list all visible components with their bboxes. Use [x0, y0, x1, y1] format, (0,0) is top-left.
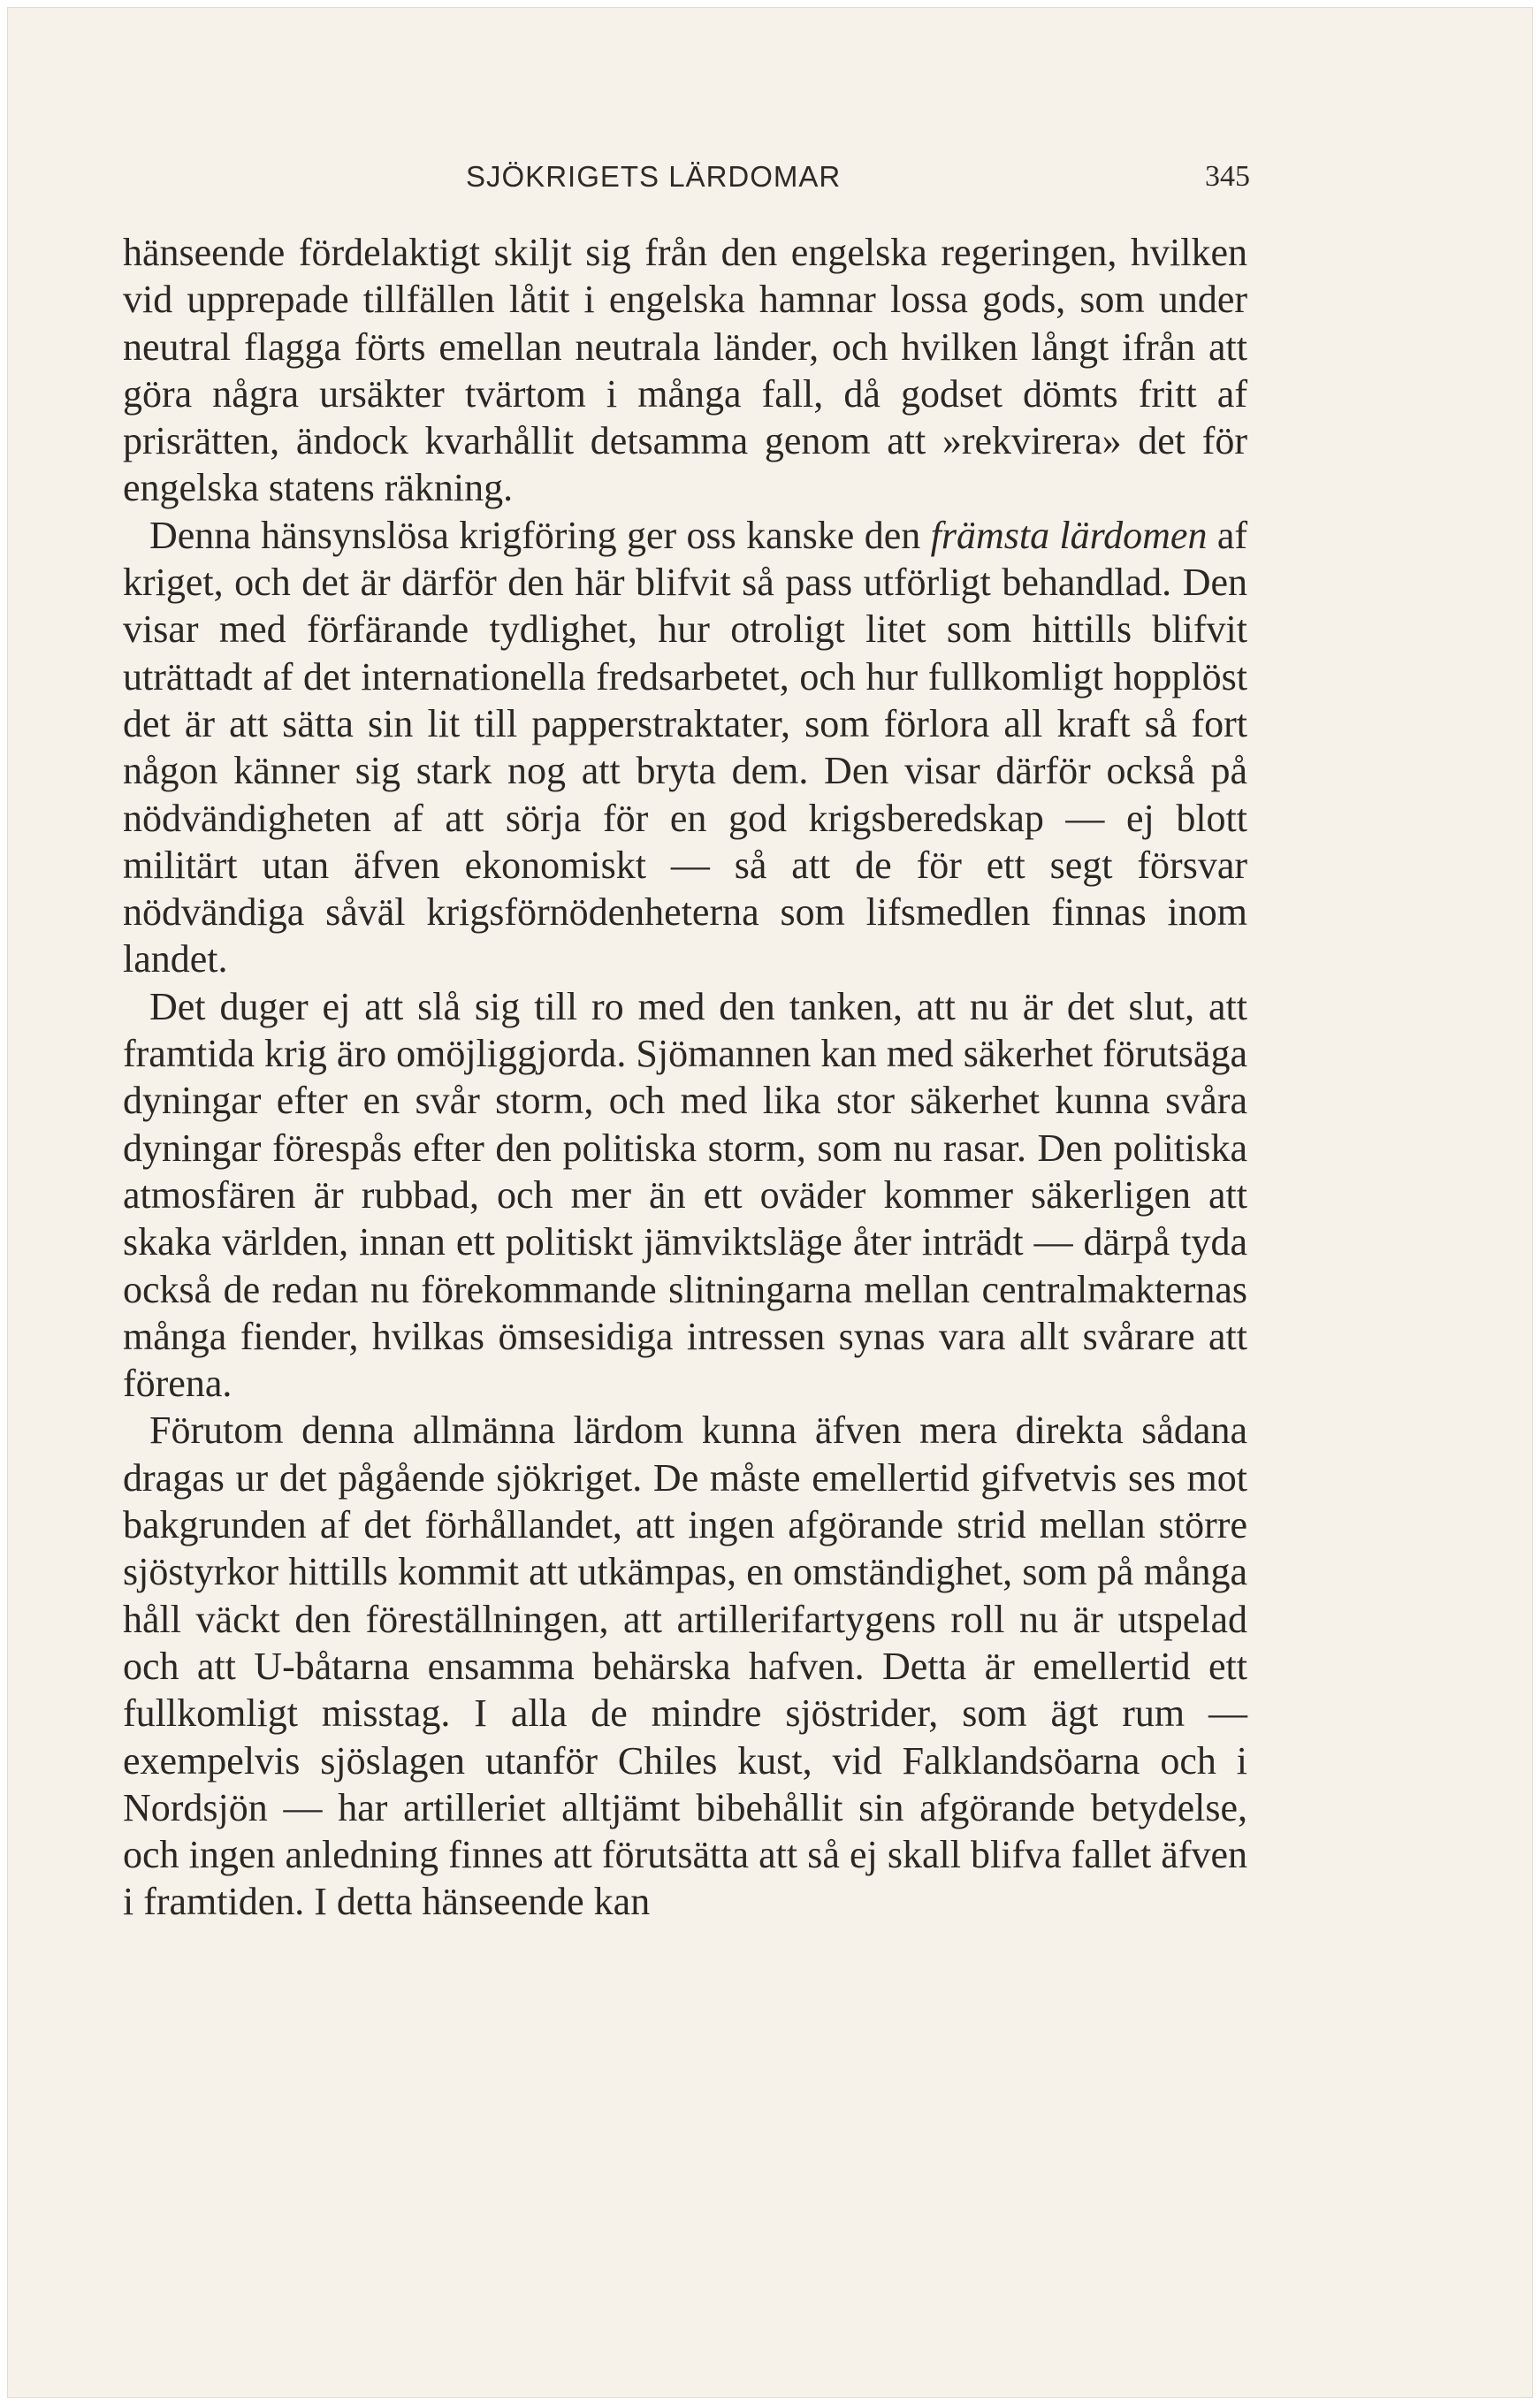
page-number: 345: [1205, 160, 1250, 193]
paragraph-3: Det duger ej att slå sig till ro med den tanken, att nu är det slut, att framtida krig äro omöjliggjorda. Sjömannen kan med säkerhet förutsäga dyningar efter en svår storm, och med lika stor säkerhet kunna svåra dyningar förespås efter den politiska storm, som nu rasar. Den politiska atmosfären är rubbad, och mer än ett oväder kommer säkerligen att skaka världen, innan ett politiskt jämviktsläge åter inträdt — därpå tyda också de redan nu förekommande slitningarna mellan centralmakternas många fiender, hvilkas ömsesidiga intressen synas vara allt svårare att förena.: [123, 984, 1247, 1406]
book-page: [7, 7, 1533, 2398]
paragraph-2-emphasis: främsta lärdomen: [930, 513, 1208, 557]
body-text: [123, 229, 1247, 1926]
paragraph-1: hänseende fördelaktigt skiljt sig från den engelska regeringen, hvilken vid upprepade tillfällen låtit i engelska hamnar lossa gods, som under neutral flagga förts emellan neutrala länder, och hvilken långt ifrån att göra några ursäkter tvärtom i många fall, då godset dömts fritt af prisrätten, ändock kvarhållit detsamma genom att »rekvirera» det för engelska statens räkning.: [123, 231, 1247, 510]
paragraph-2-after: af kriget, och det är därför den här blifvit så pass utförligt behandlad. Den visar med förfärande tydlighet, hur otroligt litet som hittills blifvit uträttadt af det internationella fredsarbetet, och hur fullkomligt hopplöst det är att sätta sin lit till papperstraktater, som förlora all kraft så fort någon känner sig stark nog att bryta dem. Den visar därför också på nödvändigheten af att sörja för en god krigsberedskap — ej blott militärt utan äfven ekonomiskt — så att de för ett segt försvar nödvändiga såväl krigsförnödenheterna som lifsmedlen finnas inom landet.: [123, 513, 1247, 981]
paragraph-2-before: Denna hänsynslösa krigföring ger oss kanske den: [149, 513, 931, 557]
running-head: SJÖKRIGETS LÄRDOMAR: [466, 160, 842, 193]
paragraph-2: [123, 512, 1247, 983]
page-header: [8, 160, 1532, 204]
paragraph-4: Förutom denna allmänna lärdom kunna äfven mera direkta sådana dragas ur det pågående sjökriget. De måste emellertid gifvetvis ses mot bakgrunden af det förhållandet, att ingen afgörande strid mellan större sjöstyrkor hittills kommit att utkämpas, en omständighet, som på många håll väckt den föreställningen, att artillerifartygens roll nu är utspelad och att U-båtarna ensamma behärska hafven. Detta är emellertid ett fullkomligt misstag. I alla de mindre sjöstrider, som ägt rum — exempelvis sjöslagen utanför Chiles kust, vid Falklandsöarna och i Nordsjön — har artilleriet alltjämt bibehållit sin afgörande betydelse, och ingen anledning finnes att förutsätta att så ej skall blifva fallet äfven i framtiden. I detta hänseende kan: [123, 1409, 1247, 1924]
